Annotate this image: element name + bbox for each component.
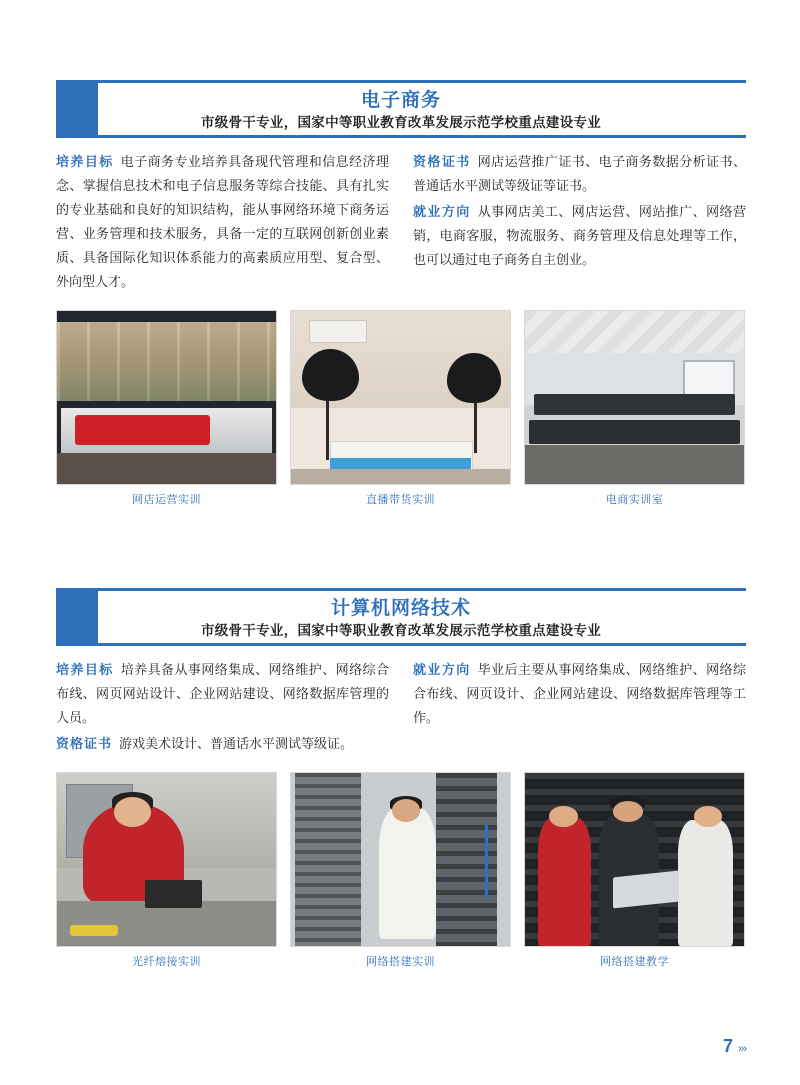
right-column — [413, 150, 746, 296]
photo-ecommerce-store-operation — [56, 310, 277, 485]
photo-livestream-training — [290, 310, 511, 485]
section-body — [56, 150, 746, 296]
photo-caption: 直播带货实训 — [366, 494, 435, 507]
photo-caption: 光纤熔接实训 — [132, 956, 201, 969]
paragraph-text: 电子商务专业培养具备现代管理和信息经济理念、掌握信息技术和电子信息服务等综合技能、具有扎实的专业基础和良好的知识结构，能从事网络环境下商务运营、业务管理和技术服务，具备一定的互联网创新创业素质、具备国际化知识体系能力的高素质应用型、复合型、外向型人才。 — [56, 154, 389, 290]
photo-caption: 网店运营实训 — [132, 494, 201, 507]
paragraph-label: 培养目标 — [56, 154, 114, 169]
left-column — [56, 658, 389, 758]
paragraph-label: 就业方向 — [413, 204, 471, 220]
header-rule-bottom — [56, 643, 746, 646]
page-footer — [723, 1036, 746, 1057]
paragraph-text: 游戏美术设计、普通话水平测试等级证。 — [119, 736, 354, 752]
photo-caption: 电商实训室 — [605, 494, 664, 507]
chevron-right-icon: ››› — [738, 1043, 746, 1055]
paragraph-text: 培养具备从事网络集成、网络维护、网络综合布线、网页网站设计、企业网站建设、网络数据库管理的人员。 — [56, 662, 389, 726]
header-rule-top — [56, 80, 746, 83]
paragraph-text: 毕业后主要从事网络集成、网络维护、网络综合布线、网页设计、企业网站建设、网络数据库管理等工作。 — [413, 662, 746, 726]
paragraph-label: 培养目标 — [56, 662, 114, 677]
photo-caption: 网络搭建教学 — [600, 956, 669, 969]
paragraph — [56, 150, 389, 294]
paragraph-label: 就业方向 — [413, 662, 471, 677]
section-header — [56, 588, 746, 646]
photo-item — [524, 772, 745, 969]
photo-item — [56, 772, 277, 969]
paragraph-text: 从事网店美工、网店运营、网站推广、网络营销，电商客服，物流服务、商务管理及信息处理等工作，也可以通过电子商务自主创业。 — [413, 204, 746, 268]
paragraph-label: 资格证书 — [56, 736, 113, 752]
section-header — [56, 80, 746, 138]
section-title: 电子商务 — [360, 90, 441, 111]
photo-network-setup-training — [290, 772, 511, 947]
section-body — [56, 658, 746, 758]
photo-caption: 网络搭建实训 — [366, 956, 435, 969]
page-number: 7 — [722, 1036, 733, 1056]
photo-row — [56, 310, 746, 507]
paragraph — [56, 732, 389, 756]
section-subtitle: 市级骨干专业，国家中等职业教育改革发展示范学校重点建设专业 — [200, 623, 602, 638]
paragraph-text: 网店运营推广证书、电子商务数据分析证书、普通话水平测试等级证等证书。 — [413, 154, 746, 194]
paragraph — [56, 658, 389, 730]
paragraph-label: 资格证书 — [413, 154, 471, 169]
section-subtitle: 市级骨干专业，国家中等职业教育改革发展示范学校重点建设专业 — [200, 115, 602, 130]
photo-item — [290, 772, 511, 969]
paragraph — [413, 200, 746, 272]
photo-network-setup-teaching — [524, 772, 745, 947]
photo-item — [290, 310, 511, 507]
left-column — [56, 150, 389, 296]
paragraph — [413, 658, 746, 730]
header-rule-bottom — [56, 135, 746, 138]
photo-ecommerce-lab — [524, 310, 745, 485]
header-rule-top — [56, 588, 746, 591]
photo-item — [56, 310, 277, 507]
photo-item — [524, 310, 745, 507]
section-network-technology — [56, 588, 746, 969]
photo-row — [56, 772, 746, 969]
right-column — [413, 658, 746, 758]
section-ecommerce — [56, 80, 746, 507]
section-title: 计算机网络技术 — [330, 598, 471, 619]
photo-fiber-splicing-training — [56, 772, 277, 947]
paragraph — [413, 150, 746, 198]
